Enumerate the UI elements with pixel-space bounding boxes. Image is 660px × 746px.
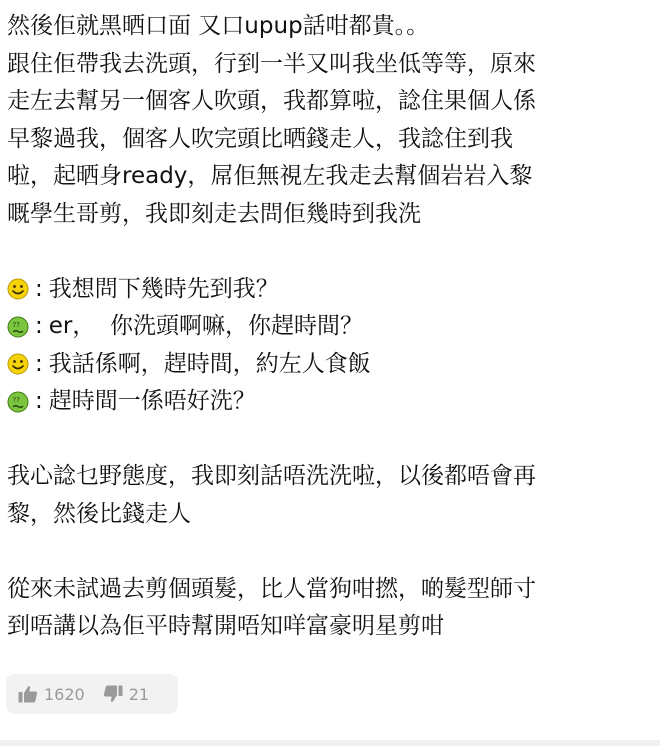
post-text-line: 到唔講以為佢平時幫開唔知咩富豪明星剪咁 xyxy=(7,613,444,639)
smile-emoji-icon xyxy=(7,278,29,300)
like-button[interactable] xyxy=(18,685,85,704)
post-text-line: 跟住佢帶我去洗頭，行到一半又叫我坐低等等，原來 xyxy=(7,50,536,77)
dislike-button[interactable] xyxy=(103,685,149,704)
post-text-line: 然後佢就黑晒口面 又口upup話咁都貴。。 xyxy=(7,13,430,39)
paragraph-1 xyxy=(7,8,655,233)
dialog-line xyxy=(7,308,655,346)
thumbs-down-icon xyxy=(103,685,123,703)
dialog-line xyxy=(7,383,655,421)
paragraph-gap xyxy=(7,421,655,459)
post-text-line: 啦，起晒身ready，屌佢無視左我走去幫個岩岩入黎 xyxy=(7,163,533,189)
speaker-separator: : xyxy=(35,275,43,302)
paragraph-3 xyxy=(7,571,655,646)
dialog-text: 我話係啊，趕時間，約左人食飯 xyxy=(48,350,371,377)
dialog-line xyxy=(7,346,655,384)
post-body xyxy=(7,8,655,646)
thumbs-up-icon xyxy=(18,685,38,703)
paragraph-gap xyxy=(7,533,655,571)
dialog-line xyxy=(7,271,655,309)
svg-text:??: ?? xyxy=(12,395,20,404)
dialog-text: er， 你洗頭啊嘛，你趕時間？ xyxy=(48,313,363,339)
smile-emoji-icon xyxy=(7,353,29,375)
like-count: 1620 xyxy=(44,684,85,704)
post-text-line: 黎，然後比錢走人 xyxy=(7,500,191,527)
post-text-line: 嘅學生哥剪，我即刻走去問佢幾時到我洗 xyxy=(7,200,421,227)
speaker-separator: : xyxy=(35,313,43,339)
post-text-line: 我心諗乜野態度，我即刻話唔洗洗啦，以後都唔會再 xyxy=(7,463,536,489)
post-text-line: 走左去幫另一個客人吹頭，我都算啦，諗住果個人係 xyxy=(7,88,536,114)
dialog-text: 趕時間一係唔好洗？ xyxy=(48,388,256,414)
confused-emoji-icon xyxy=(7,391,29,413)
vote-bar xyxy=(6,674,178,714)
post-text-line: 早黎過我，個客人吹完頭比晒錢走人，我諗住到我 xyxy=(7,125,513,152)
dialog-text: 我想問下幾時先到我？ xyxy=(48,275,279,302)
dislike-count: 21 xyxy=(128,684,150,704)
paragraph-gap xyxy=(7,233,655,271)
speaker-separator: : xyxy=(35,388,43,414)
post-text-line: 從來未試過去剪個頭髮，比人當狗咁撚，啲髮型師寸 xyxy=(7,575,536,602)
dialog-block xyxy=(7,271,655,421)
svg-text:??: ?? xyxy=(12,320,20,329)
bottom-divider xyxy=(0,740,660,746)
speaker-separator: : xyxy=(35,350,43,377)
paragraph-2 xyxy=(7,458,655,533)
confused-emoji-icon xyxy=(7,316,29,338)
